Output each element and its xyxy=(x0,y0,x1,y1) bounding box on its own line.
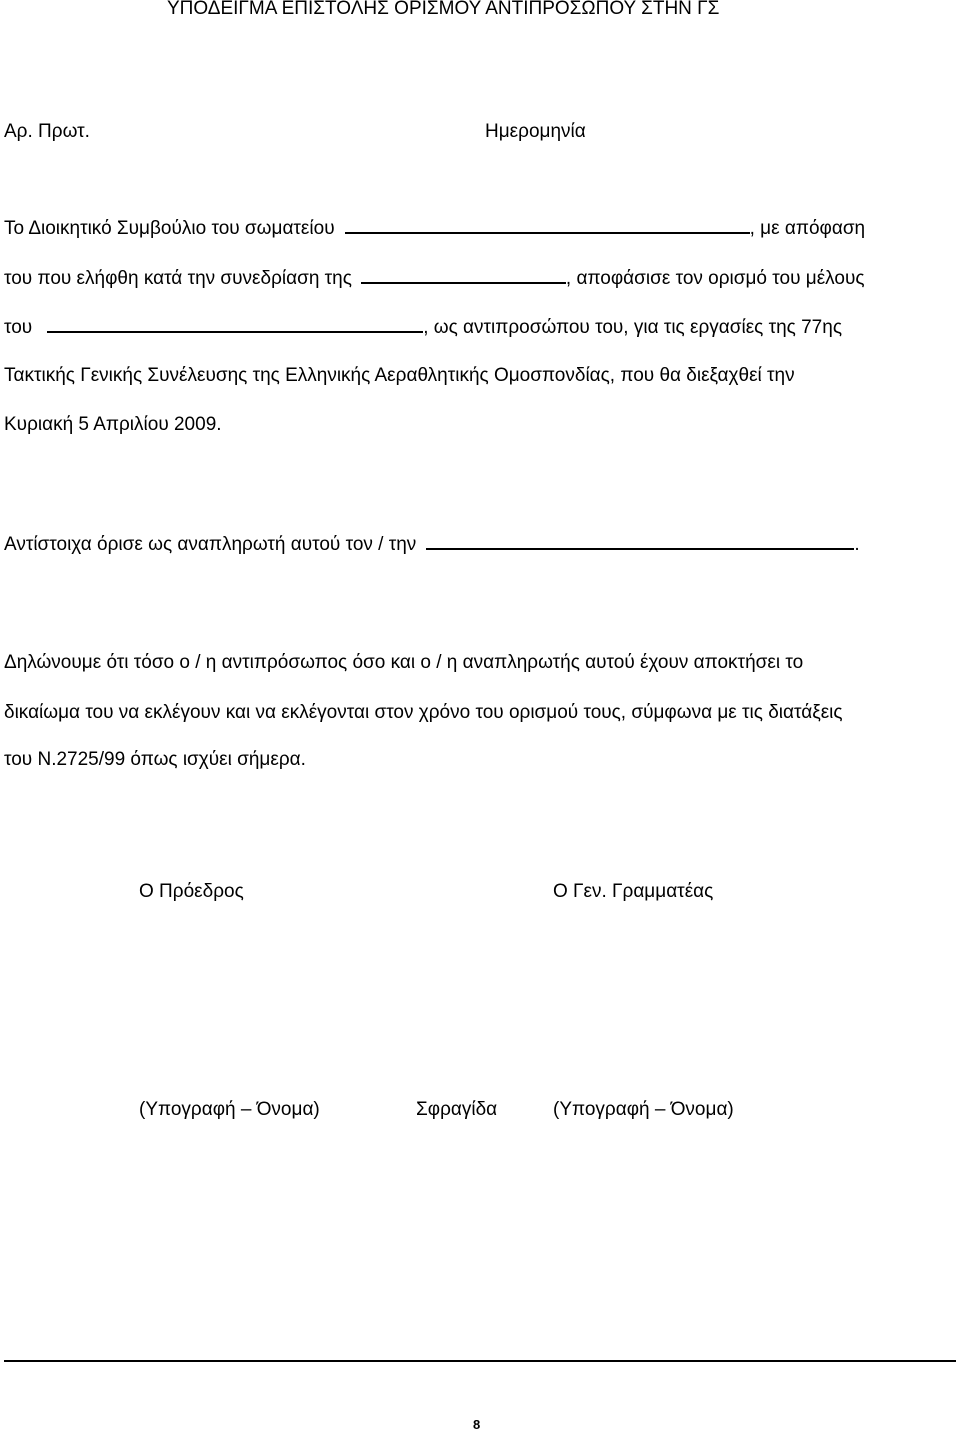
body-line-3 xyxy=(4,315,842,340)
body-text: του που ελήφθη κατά την συνεδρίαση της xyxy=(4,268,352,289)
stamp-label: Σφραγίδα xyxy=(416,1099,498,1120)
body-text: του xyxy=(4,317,33,338)
body-line-5: Κυριακή 5 Απριλίου 2009. xyxy=(4,414,222,435)
body-text: Αντίστοιχα όρισε ως αναπληρωτή αυτού τον / την xyxy=(4,534,417,555)
body-line-1 xyxy=(4,216,865,241)
president-label: Ο Πρόεδρος xyxy=(139,881,244,902)
club-name-blank xyxy=(345,216,750,234)
body-text: , με απόφαση xyxy=(749,218,866,239)
member-name-blank xyxy=(47,315,423,333)
substitute-name-blank xyxy=(426,532,854,550)
meeting-date-blank xyxy=(361,266,566,284)
declaration-line-3: του Ν.2725/99 όπως ισχύει σήμερα. xyxy=(4,749,306,770)
signature-left-label: (Υπογραφή – Όνομα) xyxy=(139,1099,320,1120)
footer-rule xyxy=(4,1360,956,1362)
signature-right-label: (Υπογραφή – Όνομα) xyxy=(553,1099,734,1120)
protocol-label: Αρ. Πρωτ. xyxy=(4,121,90,142)
declaration-line-2: δικαίωμα του να εκλέγουν και να εκλέγονται στον χρόνο του ορισμού τους, σύμφωνα με τις διατάξεις xyxy=(4,702,843,723)
document-title: ΥΠΟΔΕΙΓΜΑ ΕΠΙΣΤΟΛΗΣ ΟΡΙΣΜΟΥ ΑΝΤΙΠΡΟΣΩΠΟΥ ΣΤΗΝ ΓΣ xyxy=(167,0,720,19)
page-number: 8 xyxy=(473,1417,481,1432)
body-text: . xyxy=(854,534,860,555)
body-text: , ως αντιπροσώπου του, για τις εργασίες της 77ης xyxy=(423,317,842,338)
date-label: Ημερομηνία xyxy=(485,121,586,142)
secretary-label: Ο Γεν. Γραμματέας xyxy=(553,881,714,902)
body-text: Το Διοικητικό Συμβούλιο του σωματείου xyxy=(4,218,335,239)
substitute-line xyxy=(4,532,860,557)
body-text: , αποφάσισε τον ορισμό του μέλους xyxy=(565,268,865,289)
body-line-2 xyxy=(4,266,865,291)
body-line-4: Τακτικής Γενικής Συνέλευσης της Ελληνικής Αεραθλητικής Ομοσπονδίας, που θα διεξαχθεί την xyxy=(4,365,795,386)
declaration-line-1: Δηλώνουμε ότι τόσο ο / η αντιπρόσωπος όσο και ο / η αναπληρωτής αυτού έχουν αποκτήσει το xyxy=(4,652,804,673)
